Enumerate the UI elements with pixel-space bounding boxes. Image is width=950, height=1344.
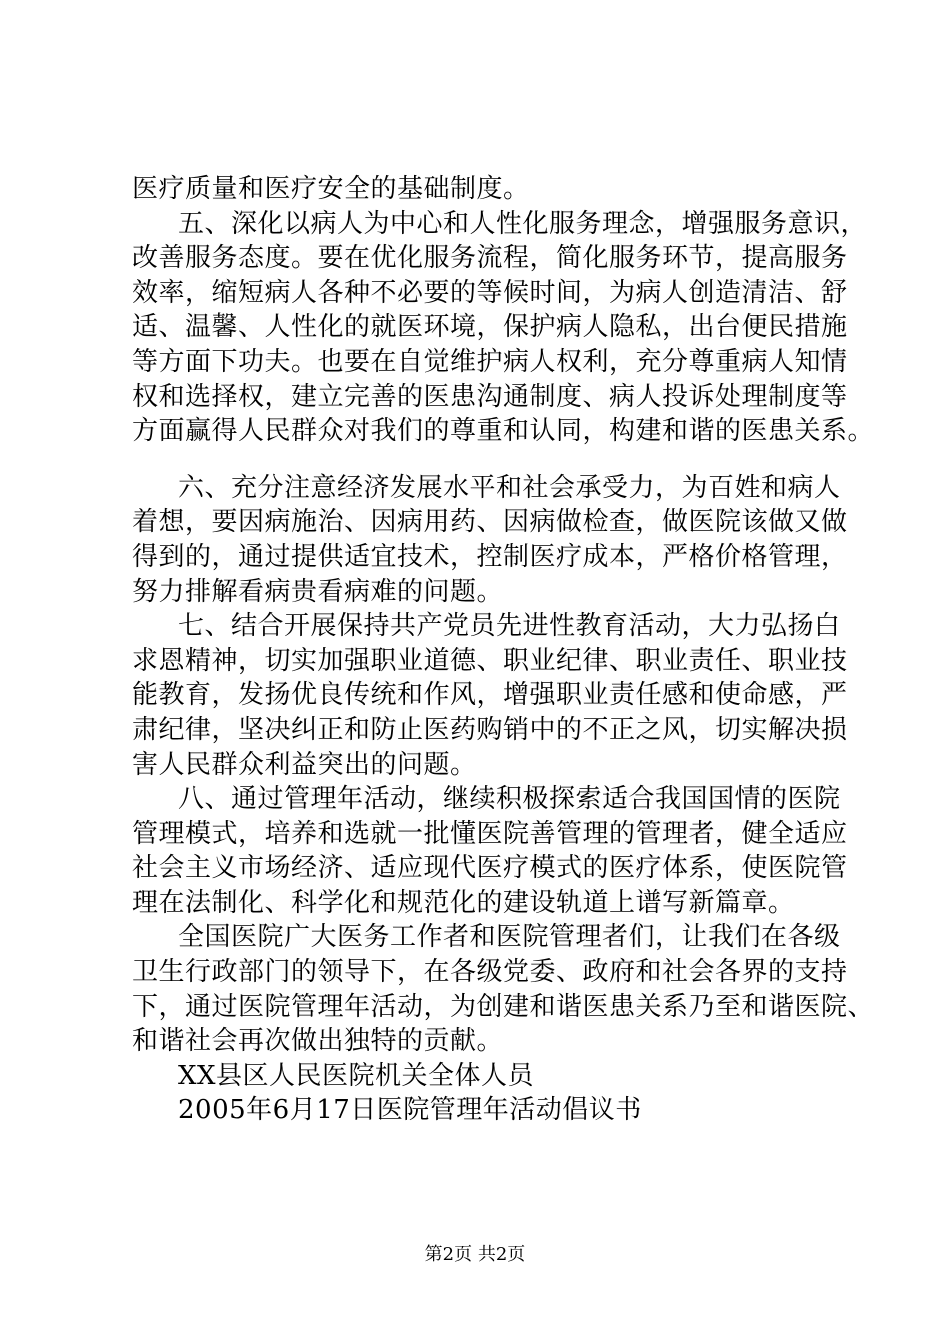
text-line: 效率，缩短病人各种不必要的等候时间，为病人创造清洁、舒	[132, 277, 848, 308]
text-line: 改善服务态度。要在优化服务流程，简化服务环节，提高服务	[132, 243, 848, 274]
text-line: 方面赢得人民群众对我们的尊重和认同，构建和谐的医患关系。	[132, 416, 875, 447]
signature-line: XX县区人民医院机关全体人员	[178, 1060, 535, 1091]
text-line: 医疗质量和医疗安全的基础制度。	[132, 174, 530, 204]
text-line: 能教育，发扬优良传统和作风，增强职业责任感和使命感，严	[132, 680, 848, 711]
paragraph-start: 八、通过管理年活动，继续积极探索适合我国国情的医院	[178, 784, 841, 815]
paragraph-start: 五、深化以病人为中心和人性化服务理念，增强服务意识，	[178, 208, 868, 239]
paragraph-start: 七、结合开展保持共产党员先进性教育活动，大力弘扬白	[178, 611, 841, 642]
text-line: 害人民群众利益突出的问题。	[132, 749, 477, 780]
text-line: 和谐社会再次做出独特的贡献。	[132, 1026, 504, 1057]
text-line: 理在法制化、科学化和规范化的建设轨道上谱写新篇章。	[132, 887, 795, 918]
text-line: 卫生行政部门的领导下，在各级党委、政府和社会各界的支持	[132, 957, 848, 988]
text-line: 等方面下功夫。也要在自觉维护病人权利，充分尊重病人知情	[132, 346, 848, 377]
text-line: 适、温馨、人性化的就医环境，保护病人隐私，出台便民措施	[132, 312, 848, 343]
paragraph-start: 全国医院广大医务工作者和医院管理者们，让我们在各级	[178, 922, 841, 953]
text-line: 权和选择权，建立完善的医患沟通制度、病人投诉处理制度等	[132, 381, 848, 412]
paragraph-gap	[132, 449, 862, 471]
text-line: 肃纪律，坚决纠正和防止医药购销中的不正之风，切实解决损	[132, 714, 848, 745]
text-line: 得到的，通过提供适宜技术，控制医疗成本，严格价格管理，	[132, 541, 848, 572]
date-line: 2005年6月17日医院管理年活动倡议书	[178, 1095, 642, 1126]
page-footer: 第2页 共2页	[424, 1244, 526, 1265]
text-line: 求恩精神，切实加强职业道德、职业纪律、职业责任、职业技	[132, 645, 848, 676]
text-line: 管理模式，培养和选就一批懂医院善管理的管理者，健全适应	[132, 818, 848, 849]
text-line: 努力排解看病贵看病难的问题。	[132, 576, 504, 607]
text-line: 社会主义市场经济、适应现代医疗模式的医疗体系，使医院管	[132, 853, 848, 884]
paragraph-start: 六、充分注意经济发展水平和社会承受力，为百姓和病人	[178, 472, 841, 503]
text-line: 着想，要因病施治、因病用药、因病做检查，做医院该做又做	[132, 507, 848, 538]
text-line: 下，通过医院管理年活动，为创建和谐医患关系乃至和谐医院、	[132, 991, 875, 1022]
document-body	[132, 172, 875, 1128]
